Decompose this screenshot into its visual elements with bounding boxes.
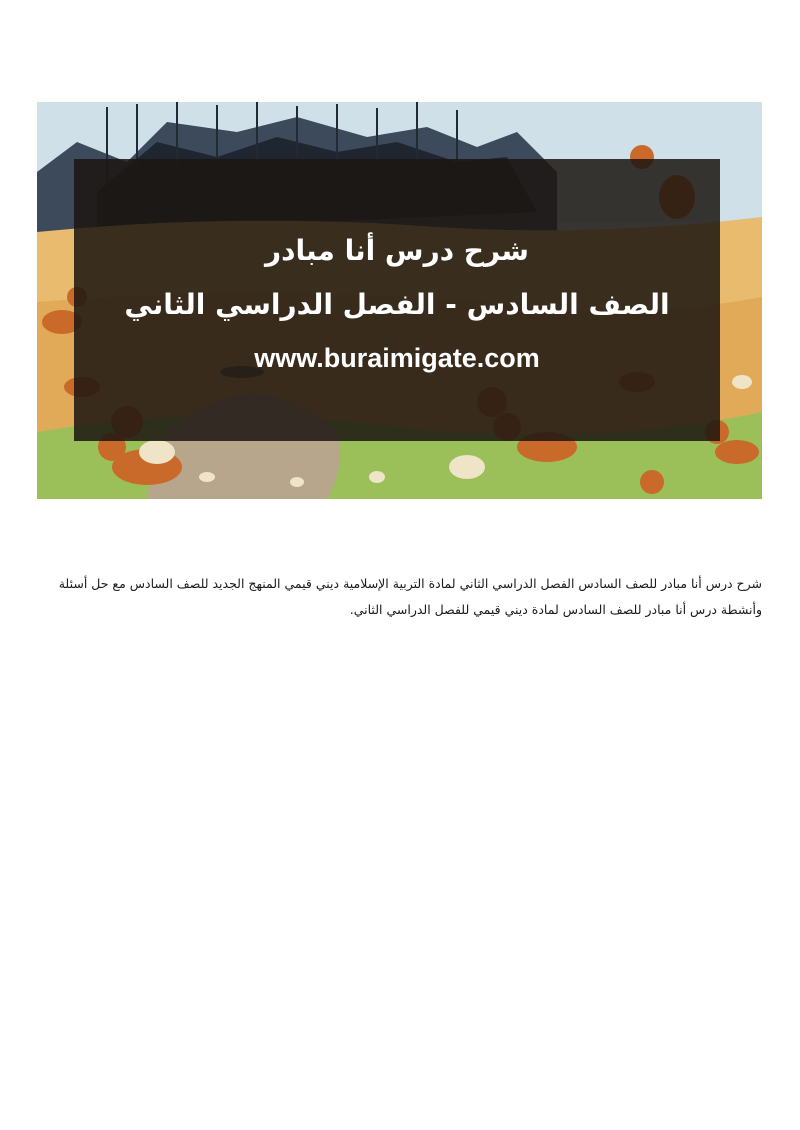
lesson-banner <box>37 102 762 499</box>
banner-caption-box <box>74 159 720 441</box>
lesson-description: شرح درس أنا مبادر للصف السادس الفصل الدراسي الثاني لمادة التربية الإسلامية ديني قيمي المنهج الجديد للصف السادس مع حل أسئلة وأنشطة درس أنا مبادر للصف السادس لمادة ديني قيمي للفصل الدراسي الثاني. <box>58 575 762 617</box>
banner-subtitle: الصف السادس - الفصل الدراسي الثاني <box>124 287 670 321</box>
banner-title: شرح درس أنا مبادر <box>265 233 529 267</box>
banner-url: www.buraimigate.com <box>254 342 540 373</box>
